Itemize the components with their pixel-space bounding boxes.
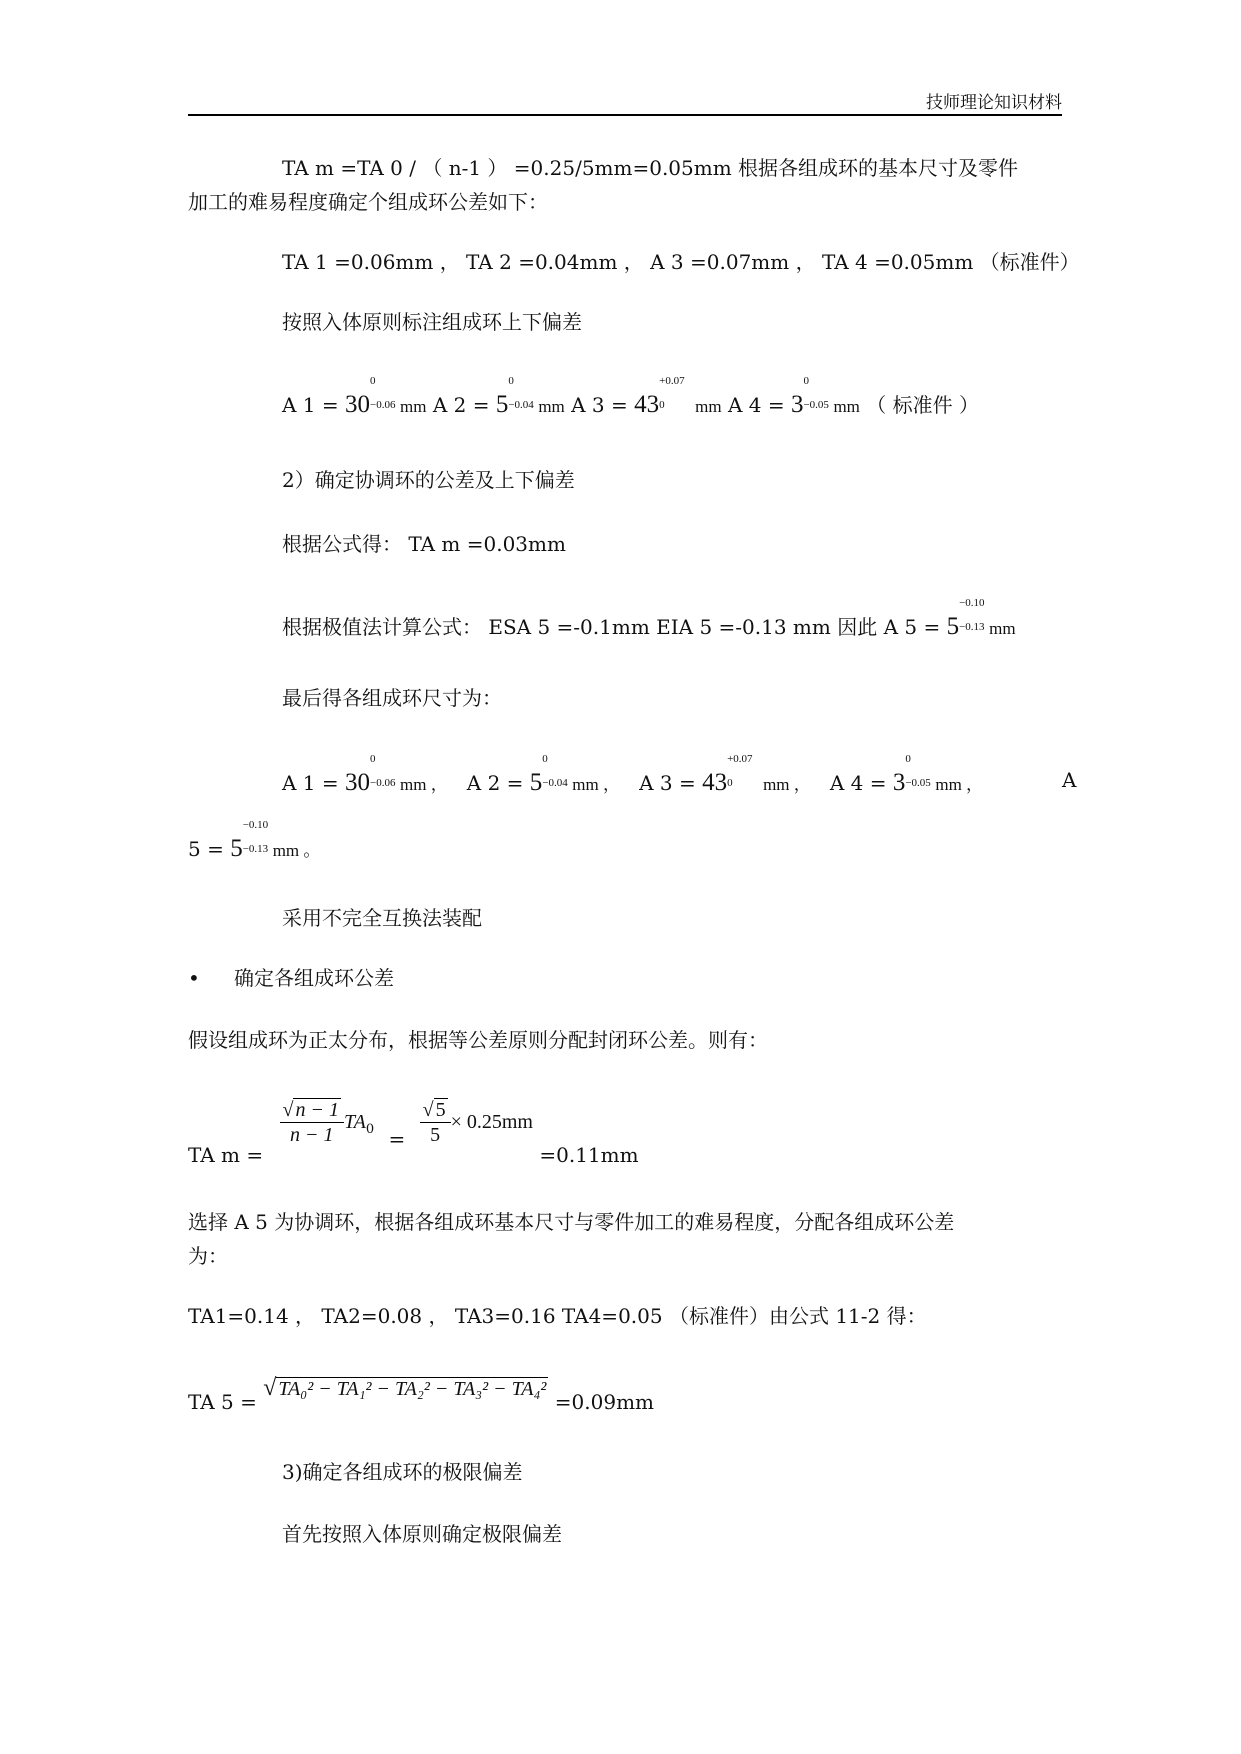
dim-a2-lower: −0.04: [508, 399, 534, 411]
paragraph-tolerances: TA1=0.14 ， TA2=0.08 ， TA3=0.16 TA4=0.05 （标准件）由公式 11-2 得：: [188, 1304, 927, 1328]
dim-a2: [495, 375, 539, 418]
formula-tam-times: × 0.25mm: [450, 1111, 533, 1133]
paragraph-first-step: 首先按照入体原则确定极限偏差: [282, 1522, 562, 1546]
formula-ta5-expression: TA₀² − TA₁² − TA₂² − TA₃² − TA₄²: [278, 1378, 547, 1400]
dim-a2-base: 5: [495, 391, 509, 418]
formula-ta5-label: TA 5 =: [188, 1390, 257, 1414]
dim-a1-unit: mm: [400, 397, 427, 416]
final-a2-label: A 2 =: [466, 771, 524, 795]
final-a1-upper: 0: [370, 753, 376, 765]
formula-tam: [188, 1100, 639, 1165]
final-a1-unit: mm ，: [400, 775, 448, 794]
paragraph-select-line-2: 为：: [188, 1244, 228, 1268]
dim-a1-label: A 1 =: [282, 393, 339, 417]
dim-a1-base: 30: [345, 391, 370, 418]
final-a4-upper: 0: [905, 753, 911, 765]
bullet-text: 确定各组成环公差: [234, 966, 394, 990]
dim-a4-base: 3: [790, 391, 804, 418]
dimension-line-1: [282, 375, 979, 418]
dim-a4-label: A 4 =: [727, 393, 785, 417]
dim-a3: [634, 375, 695, 418]
final-a4-label: A 4 =: [829, 771, 887, 795]
formula-ta5-result: =0.09mm: [554, 1390, 655, 1414]
dim-a3-base: 43: [634, 391, 660, 418]
extreme-value-calc: [282, 597, 1016, 640]
formula-result-tam: 根据公式得： TA m =0.03mm: [282, 532, 566, 556]
dim-a1-lower: −0.06: [370, 399, 396, 411]
final-a5-upper: −0.10: [242, 819, 269, 831]
dim-a2-label: A 2 =: [432, 393, 490, 417]
formula-tam-fraction-1: $\frac{√ n - 1}{n - 1}$: [280, 1100, 344, 1145]
dim-a3-label: A 3 =: [571, 393, 628, 417]
final-a2-base: 5: [529, 769, 543, 796]
dim-a1-upper: 0: [370, 375, 376, 387]
formula-tam-ta: TA: [343, 1111, 366, 1133]
formula-tam-num-radicand: n − 1: [295, 1099, 339, 1121]
header-title: 技师理论知识材料: [926, 93, 1062, 113]
paragraph-1-line-2: 加工的难易程度确定个组成环公差如下：: [188, 190, 548, 214]
final-a3-lower: 0: [727, 777, 733, 789]
dim-a4-upper: 0: [803, 375, 809, 387]
final-a2-lower: −0.04: [542, 777, 568, 789]
dim-standard-part-note: （ 标准件 ）: [866, 393, 979, 417]
formula-tam-eq: =: [388, 1127, 406, 1151]
step-3-heading: 3)确定各组成环的极限偏差: [282, 1460, 523, 1484]
final-dimensions-heading: 最后得各组成环尺寸为：: [282, 686, 502, 710]
formula-tam-ta-sub: 0: [365, 1122, 375, 1137]
formula-tam-label: TA m =: [188, 1143, 264, 1167]
final-a3: [702, 753, 763, 796]
bullet-marker: •: [188, 966, 200, 990]
final-a5-label-start: A: [1062, 768, 1077, 792]
dim-a4: [790, 375, 834, 418]
formula-ta5: TA 5 = √ TA₀² − TA₁² − TA₂² − TA₃² − TA₄² =0.09mm: [188, 1375, 655, 1414]
dim-a1: [345, 375, 400, 418]
final-a5-unit: mm 。: [272, 841, 321, 860]
final-a5-base: 5: [230, 835, 243, 862]
final-a2-unit: mm ，: [572, 775, 620, 794]
formula-tam-num2-radicand: 5: [435, 1099, 446, 1121]
final-a1-base: 30: [345, 769, 370, 796]
dim-a3-unit: mm: [695, 397, 722, 416]
final-a1-lower: −0.06: [370, 777, 396, 789]
final-a5-label: 5 =: [188, 837, 224, 861]
final-a3-label: A 3 =: [639, 771, 696, 795]
formula-tam-den2: 5: [430, 1124, 441, 1146]
final-a3-upper: +0.07: [727, 753, 753, 765]
dim-a3-lower: 0: [659, 399, 665, 411]
formula-tam-fraction-2: $\frac{√ 5}{5}$: [420, 1100, 451, 1145]
page-header: [188, 86, 1062, 116]
dim-a5-unit: mm: [989, 619, 1016, 638]
dim-a4-unit: mm: [833, 397, 860, 416]
final-a4-base: 3: [892, 769, 906, 796]
final-a4: [892, 753, 936, 796]
final-a1: [345, 753, 400, 796]
final-a5: [230, 819, 273, 862]
final-a2: [529, 753, 573, 796]
dim-a5: [946, 597, 990, 640]
dimension-line-2: [282, 753, 1072, 796]
final-a4-lower: −0.05: [905, 777, 931, 789]
dim-a3-upper: +0.07: [659, 375, 685, 387]
dim-a5-base: 5: [946, 613, 960, 640]
dim-a2-unit: mm: [538, 397, 565, 416]
final-a2-upper: 0: [542, 753, 548, 765]
step-2-heading: 2）确定协调环的公差及上下偏差: [282, 468, 575, 492]
final-a4-unit: mm ，: [935, 775, 984, 794]
dim-a2-upper: 0: [508, 375, 514, 387]
dim-a5-lower: −0.13: [959, 621, 985, 633]
paragraph-deviation-note: 按照入体原则标注组成环上下偏差: [282, 310, 582, 334]
tolerance-list: TA 1 =0.06mm ， TA 2 =0.04mm ， A 3 =0.07mm ， TA 4 =0.05mm （标准件）: [282, 250, 1080, 274]
final-a3-base: 43: [702, 769, 728, 796]
dimension-line-3: [188, 819, 321, 862]
extreme-value-text: 根据极值法计算公式： ESA 5 =-0.1mm EIA 5 =-0.13 mm 因此 A 5 =: [282, 615, 941, 639]
paragraph-1-line-1: TA m =TA 0 / （ n-1 ） =0.25/5mm=0.05mm 根据各组成环的基本尺寸及零件: [282, 156, 1019, 180]
formula-tam-result: =0.11mm: [539, 1143, 639, 1167]
final-a5-lower: −0.13: [242, 843, 269, 855]
formula-tam-den: n − 1: [289, 1124, 334, 1146]
paragraph-assumption: 假设组成环为正太分布，根据等公差原则分配封闭环公差。则有：: [188, 1028, 768, 1052]
method-heading: 采用不完全互换法装配: [282, 906, 482, 930]
dim-a4-lower: −0.05: [803, 399, 829, 411]
dim-a5-upper: −0.10: [959, 597, 985, 609]
final-a1-label: A 1 =: [282, 771, 339, 795]
final-a3-unit: mm ，: [763, 775, 811, 794]
paragraph-select-line-1: 选择 A 5 为协调环，根据各组成环基本尺寸与零件加工的难易程度，分配各组成环公差: [188, 1210, 955, 1234]
